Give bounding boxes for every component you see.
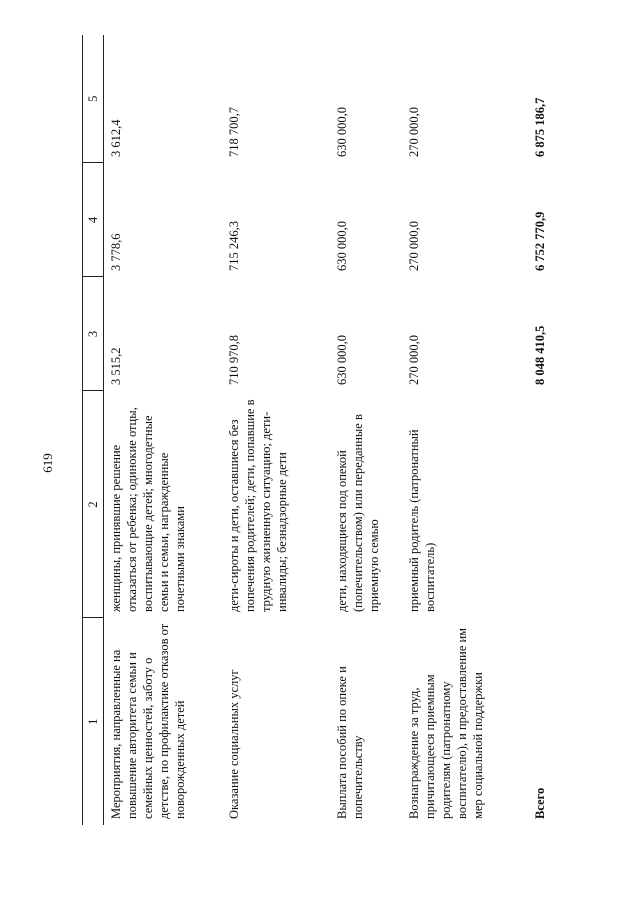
value-cell-col5: 718 700,7 bbox=[226, 107, 241, 157]
table-row bbox=[330, 35, 402, 825]
value-cell-col5: 630 000,0 bbox=[334, 107, 349, 157]
total-value-col4: 6 752 770,9 bbox=[532, 211, 547, 271]
value-cell-col5: 3 612,4 bbox=[109, 119, 123, 157]
value-cell-col3: 630 000,0 bbox=[334, 335, 349, 385]
recipients-cell: женщины, принявшие решение отказаться от ребенка; одинокие отцы, воспитывающие детей; многодетные семьи и семьи, награжденные почетными знаками bbox=[109, 407, 187, 612]
column-header-1: 1 bbox=[83, 618, 104, 825]
table-header-row bbox=[83, 35, 104, 825]
total-value-col3: 8 048 410,5 bbox=[532, 325, 547, 385]
value-cell-col5: 270 000,0 bbox=[406, 107, 421, 157]
total-value-col5: 6 875 186,7 bbox=[532, 97, 547, 157]
value-cell-col4: 630 000,0 bbox=[334, 221, 349, 271]
budget-table bbox=[82, 35, 548, 825]
table-row bbox=[222, 35, 330, 825]
recipients-cell: дети, находящиеся под опекой (попечительством) или переданные в приемную семью bbox=[334, 414, 381, 612]
page-number-text: 619 bbox=[40, 453, 55, 473]
activity-cell: Вознаграждение за труд, причитающееся приемным родителям (патронатному воспитателю), и предоставление им мер социальной поддержки bbox=[406, 627, 485, 819]
table-row bbox=[402, 35, 524, 825]
recipients-cell: приемный родитель (патронатный воспитатель) bbox=[406, 429, 437, 612]
column-header-5: 5 bbox=[83, 35, 104, 163]
value-cell-col4: 3 778,6 bbox=[109, 233, 123, 271]
column-header-3: 3 bbox=[83, 277, 104, 391]
activity-cell: Выплата пособий по опеке и попечительству bbox=[334, 666, 365, 819]
value-cell-col3: 3 515,2 bbox=[109, 347, 123, 385]
page-number bbox=[38, 443, 58, 483]
recipients-cell: дети-сироты и дети, оставшиеся без попечения родителей; дети, попавшие в трудную жизненную ситуацию; дети-инвалиды; безнадзорные дети bbox=[226, 399, 289, 612]
activity-cell: Оказание социальных услуг bbox=[226, 669, 241, 819]
value-cell-col4: 270 000,0 bbox=[406, 221, 421, 271]
total-empty-cell bbox=[524, 391, 548, 618]
table-row bbox=[104, 35, 222, 825]
activity-cell: Мероприятия, направленные на повышение авторитета семьи и семейных ценностей, заботу о детстве, по профилактике отказов от новорожденных детей bbox=[109, 623, 187, 819]
value-cell-col3: 710 970,8 bbox=[226, 335, 241, 385]
rotated-page-content bbox=[82, 35, 582, 825]
total-row bbox=[524, 35, 548, 825]
value-cell-col3: 270 000,0 bbox=[406, 335, 421, 385]
column-header-2: 2 bbox=[83, 391, 104, 618]
value-cell-col4: 715 246,3 bbox=[226, 221, 241, 271]
total-label: Всего bbox=[532, 787, 547, 819]
column-header-4: 4 bbox=[83, 163, 104, 277]
